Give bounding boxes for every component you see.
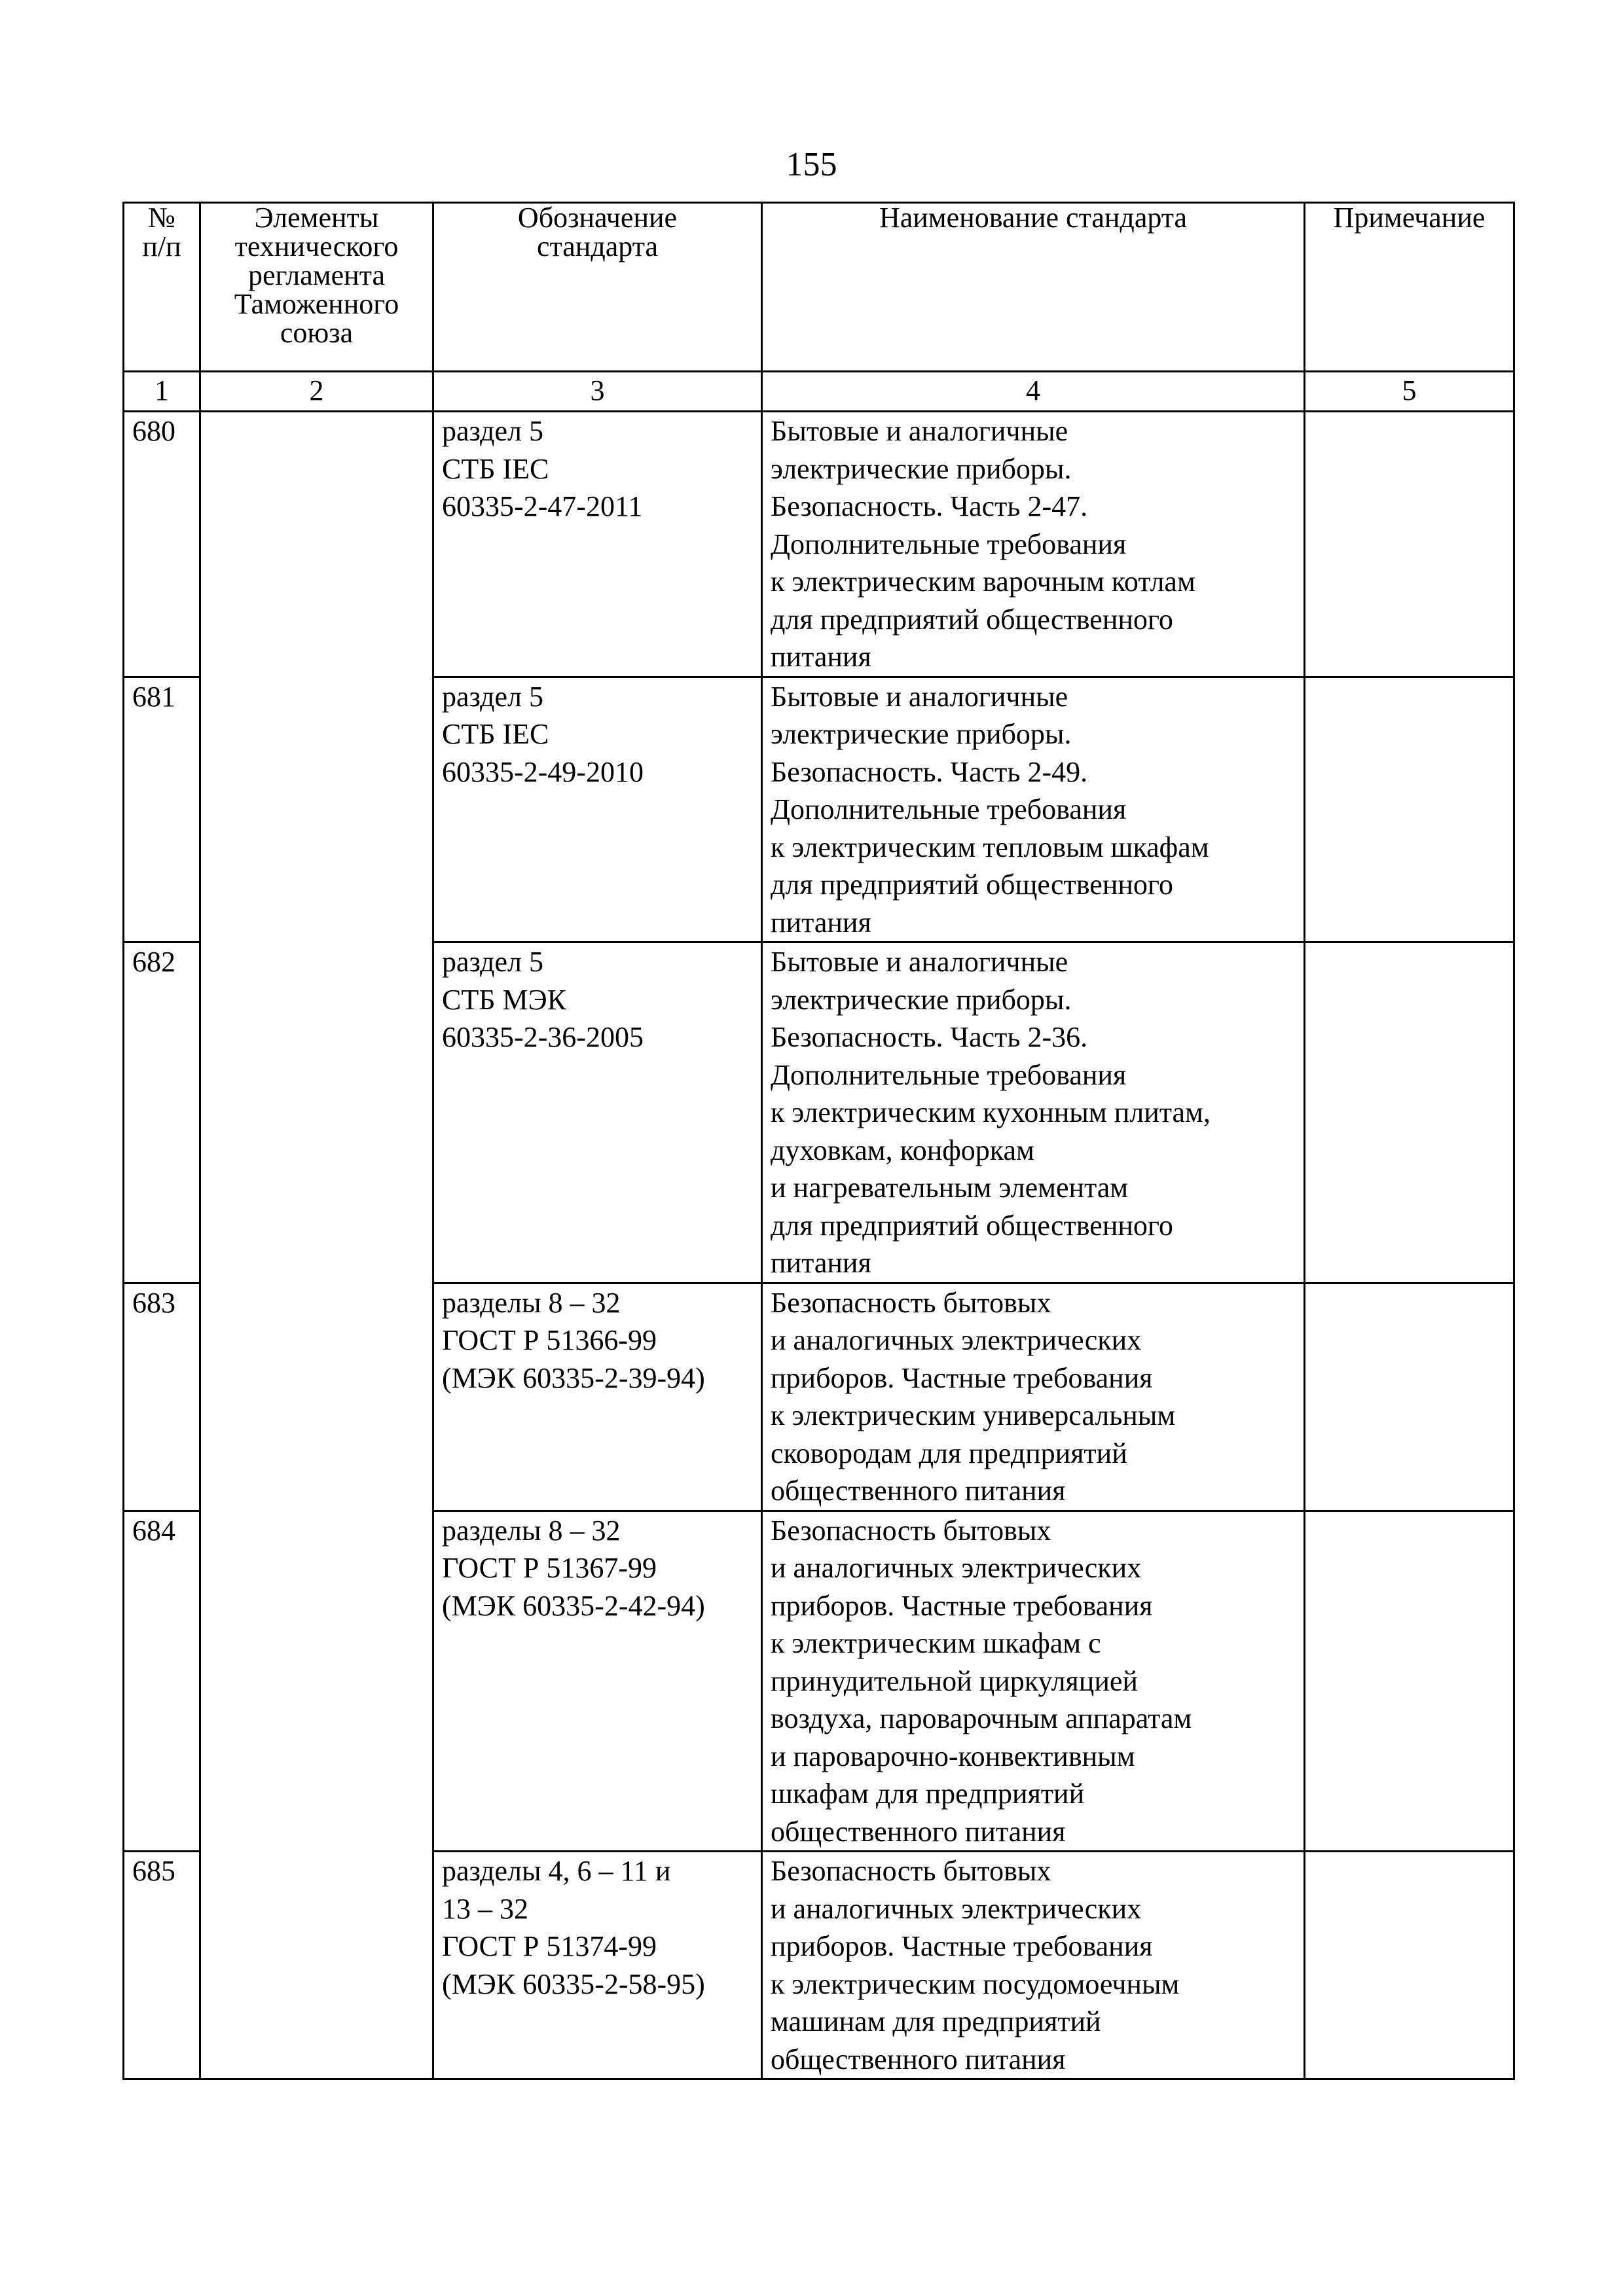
designation-line: разделы 4, 6 – 11 и [442,1855,671,1887]
column-number: 5 [1305,372,1514,412]
header-row [124,203,1514,372]
designation-line: (МЭК 60335-2-39-94) [442,1361,705,1394]
name-line: электрические приборы. [771,452,1072,485]
name-line: Бытовые и аналогичные [771,680,1068,713]
header-note [1305,203,1514,372]
row-number: 684 [124,1511,200,1852]
name-line: Безопасность бытовых [771,1514,1051,1547]
row-number: 683 [124,1283,200,1511]
name-line: машинам для предприятий [771,2005,1101,2037]
designation-line: ГОСТ Р 51367-99 [442,1552,657,1584]
note-cell [1305,412,1514,677]
note-cell [1305,1511,1514,1852]
name-line: к электрическим посудомоечным [771,1967,1180,2000]
page-number: 155 [786,146,837,183]
designation-line: СТБ МЭК [442,983,567,1016]
designation-line: СТБ IEC [442,718,549,750]
name-line: сковородам для предприятий [771,1437,1127,1469]
note-cell [1305,942,1514,1283]
column-number: 3 [433,372,762,412]
name-line: приборов. Частные требования [771,1589,1153,1622]
designation-line: разделы 8 – 32 [442,1286,621,1319]
name-line: Бытовые и аналогичные [771,946,1068,978]
header-designation-line: Обозначение [517,202,678,234]
header-number-line: п/п [142,230,181,262]
designation-cell [433,942,762,1283]
name-line: духовкам, конфоркам [771,1134,1034,1166]
header-elements-line: регламента [247,259,386,291]
designation-cell [433,1511,762,1852]
header-designation-line: стандарта [536,230,658,262]
designation-line: ГОСТ Р 51366-99 [442,1324,657,1356]
name-line: для предприятий общественного [771,603,1173,636]
name-line: к электрическим шкафам с [771,1627,1101,1659]
designation-line: раздел 5 [442,415,543,447]
header-elements-line: технического [234,230,399,262]
header-number [124,203,200,372]
row-number: 681 [124,677,200,942]
note-cell [1305,1283,1514,1511]
name-line: к электрическим тепловым шкафам [771,831,1209,863]
standards-table [122,202,1515,2080]
header-name-line: Наименование стандарта [879,202,1188,234]
name-line: воздуха, пароварочным аппаратам [771,1702,1192,1734]
designation-line: раздел 5 [442,946,543,978]
column-number-row [124,372,1514,412]
name-line: шкафам для предприятий [771,1778,1085,1810]
designation-line: 60335-2-47-2011 [442,490,643,522]
standard-name-cell [762,942,1305,1283]
header-standard-designation [433,203,762,372]
row-number: 680 [124,412,200,677]
column-number: 4 [762,372,1305,412]
regulation-elements-cell [200,412,433,2079]
designation-cell [433,1283,762,1511]
name-line: принудительной циркуляцией [771,1664,1138,1697]
name-line: Безопасность. Часть 2-47. [771,490,1088,522]
name-line: и аналогичных электрических [771,1552,1142,1584]
designation-line: раздел 5 [442,680,543,713]
column-number: 1 [124,372,200,412]
name-line: общественного питания [771,2043,1066,2075]
name-line: к электрическим универсальным [771,1399,1176,1431]
name-line: питания [771,906,871,939]
name-line: Безопасность бытовых [771,1286,1051,1319]
standard-name-cell [762,412,1305,677]
header-number-line: № [148,202,175,234]
name-line: общественного питания [771,1815,1066,1848]
note-cell [1305,677,1514,942]
designation-line: разделы 8 – 32 [442,1514,621,1547]
standard-name-cell [762,1283,1305,1511]
name-line: Дополнительные требования [771,1058,1127,1091]
designation-line: (МЭК 60335-2-58-95) [442,1967,705,2000]
table-row [124,412,1514,677]
name-line: и аналогичных электрических [771,1324,1142,1356]
designation-line: 60335-2-49-2010 [442,755,644,788]
column-number: 2 [200,372,433,412]
name-line: питания [771,641,871,673]
standard-name-cell [762,1852,1305,2079]
name-line: питания [771,1247,871,1279]
name-line: электрические приборы. [771,983,1072,1016]
name-line: приборов. Частные требования [771,1361,1153,1394]
name-line: и нагревательным элементам [771,1172,1129,1204]
designation-line: (МЭК 60335-2-42-94) [442,1589,705,1622]
name-line: Безопасность бытовых [771,1855,1051,1887]
name-line: и аналогичных электрических [771,1892,1142,1925]
name-line: приборов. Частные требования [771,1930,1153,1962]
name-line: для предприятий общественного [771,1209,1173,1242]
name-line: и пароварочно-конвективным [771,1740,1135,1772]
name-line: электрические приборы. [771,718,1072,750]
header-elements-line: Таможенного [234,288,399,320]
note-cell [1305,1852,1514,2079]
name-line: Дополнительные требования [771,528,1127,560]
header-note-line: Примечание [1333,202,1486,234]
name-line: к электрическим кухонным плитам, [771,1096,1211,1128]
row-number: 685 [124,1852,200,2079]
designation-cell [433,412,762,677]
name-line: Безопасность. Часть 2-36. [771,1021,1088,1053]
designation-line: ГОСТ Р 51374-99 [442,1930,657,1962]
name-line: для предприятий общественного [771,869,1173,901]
header-regulation-elements [200,203,433,372]
designation-line: 13 – 32 [442,1892,528,1925]
standard-name-cell [762,677,1305,942]
name-line: Бытовые и аналогичные [771,415,1068,447]
designation-line: 60335-2-36-2005 [442,1021,644,1053]
name-line: Дополнительные требования [771,793,1127,825]
header-elements-line: Элементы [254,202,379,234]
designation-cell [433,1852,762,2079]
row-number: 682 [124,942,200,1283]
designation-cell [433,677,762,942]
designation-line: СТБ IEC [442,452,549,485]
name-line: Безопасность. Часть 2-49. [771,755,1088,788]
header-standard-name [762,203,1305,372]
name-line: к электрическим варочным котлам [771,565,1195,598]
header-elements-line: союза [280,317,354,349]
standard-name-cell [762,1511,1305,1852]
name-line: общественного питания [771,1475,1066,1507]
